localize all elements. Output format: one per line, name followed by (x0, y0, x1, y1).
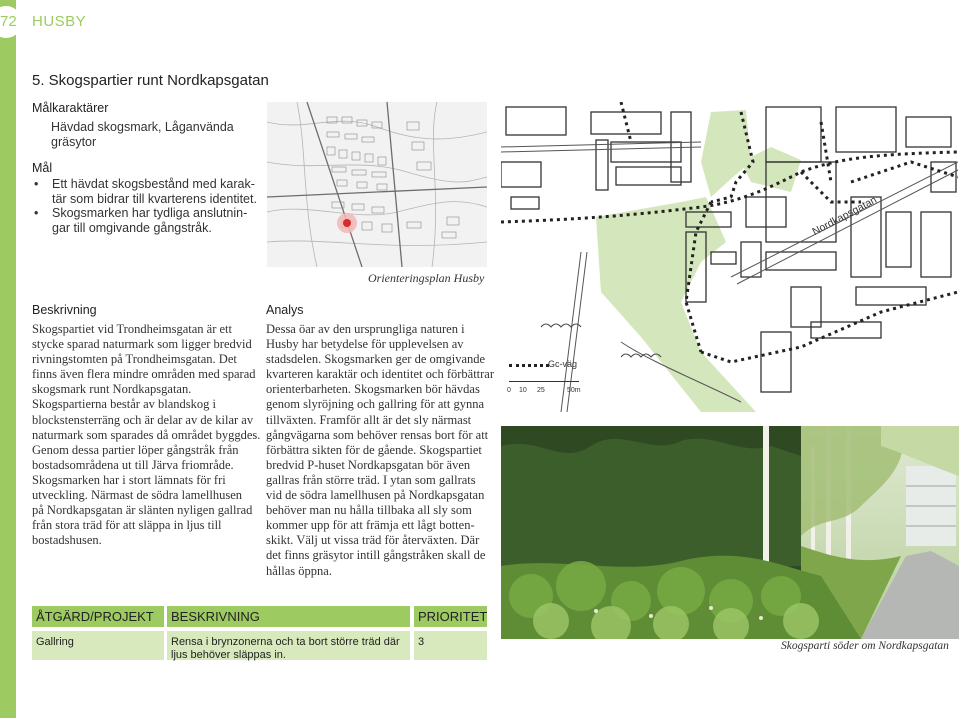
forest-photo (501, 426, 959, 639)
header-title: HUSBY (32, 13, 87, 30)
table-cell-atgard: Gallring (32, 631, 164, 660)
gc-vag-legend-line (509, 364, 549, 368)
analys-line: kommer upp för att främja ett lågt botten- (266, 518, 475, 533)
mal-item-2-line-2: gar till omgivande gångstråk. (52, 220, 212, 235)
analys-line: gallras från större träd. I ytan som gallrats (266, 472, 476, 487)
page-number: 72 (0, 13, 17, 30)
section-title: 5. Skogspartier runt Nordkapsgatan (32, 72, 269, 89)
table-cell-beskrivning: Rensa i brynzonerna och ta bort större träd där ljus behöver släppas in. (167, 631, 410, 660)
beskrivning-line: rivningstomten på Trondheimsgatan. Det (32, 352, 237, 367)
beskrivning-line: blockstensterräng och är delar av de kilar av (32, 412, 254, 427)
orientation-map (267, 102, 487, 267)
beskrivning-line: på Nordkapsgatan är slänten nyligen gallrad (32, 503, 253, 518)
analys-heading: Analys (266, 303, 304, 317)
analys-line: hållas öppna. (266, 563, 332, 578)
analys-line: genom slyröjning och gallring för att gynna (266, 397, 485, 412)
street-label: Nordkapsgatan (810, 193, 879, 239)
site-map (501, 102, 958, 412)
gc-vag-legend-label: Gc-väg (548, 359, 578, 369)
table-cell-prioritet: 3 (414, 631, 487, 660)
beskrivning-line: stycke sparad naturmark som ligger bredvid (32, 337, 252, 352)
beskrivning-line: Skogspartierna består av blandskog i (32, 397, 216, 412)
mal-heading: Mål (32, 161, 53, 175)
scale-label-50m: 50m (567, 387, 581, 394)
beskrivning-heading: Beskrivning (32, 303, 97, 317)
mal-item-2-line-1: Skogsmarken har tydliga anslutnin- (52, 206, 248, 220)
beskrivning-line: bostadshusen. (32, 533, 102, 548)
beskrivning-line: Genom dessa partier löper gångstråk från (32, 442, 239, 457)
scale-label-10: 10 (519, 387, 527, 394)
beskrivning-line: skogsmark runt Nordkapsgatan. (32, 382, 192, 397)
orientation-caption: Orienteringsplan Husby (368, 271, 485, 285)
analys-line: Dessa öar av den ursprungliga naturen i (266, 322, 465, 336)
analys-line: tillväxten. Framför allt är det sly närmast (266, 412, 472, 427)
beskrivning-line: Skogspartiet vid Trondheimsgatan är ett (32, 322, 232, 336)
beskrivning-line: Skogsmarken har i stort lämnats för fri (32, 472, 226, 487)
scale-bar (509, 381, 579, 386)
table-header-atgard: ÅTGÄRD/PROJEKT (32, 606, 164, 627)
scale-label-25: 25 (537, 387, 545, 394)
malkaraktarer-line-1: Hävdad skogsmark, Låganvända (51, 120, 234, 134)
mal-item-1 (32, 177, 262, 206)
analys-line: det finns gräsytor intill gångstråken skall de (266, 548, 486, 563)
photo-caption: Skogsparti söder om Nordkapsgatan (781, 640, 949, 652)
scale-label-0: 0 (507, 387, 511, 394)
table-header-beskrivning: BESKRIVNING (167, 606, 410, 627)
mal-item-1-line-1: Ett hävdat skogsbestånd med karak- (52, 177, 255, 191)
analys-line: Husby har betydelse för upplevelsen av (266, 337, 464, 352)
mal-item-2 (32, 206, 262, 235)
beskrivning-line: finns även flera mindre områden med sparad (32, 367, 256, 382)
analys-line: gångvägarna som behöver rensas bort för att (266, 427, 489, 442)
analys-line: orienterbarheten. Skogsmarken bör hävdas (266, 382, 480, 397)
beskrivning-line: bostadsområdena ut till Järva friområde. (32, 457, 234, 472)
analys-line: vid de södra lamellhusen på Nordkapsgatan (266, 488, 485, 503)
beskrivning-body (32, 322, 262, 548)
analys-line: kvarteren karaktär och identitet och förbättrar (266, 367, 495, 382)
analys-line: bredvid P-huset Nordkapsgatan bör även (266, 457, 471, 472)
analys-line: stadsdelen. Skogsmarken ger de omgivande (266, 352, 486, 367)
malkaraktarer-line-2: gräsytor (51, 135, 97, 149)
analys-line: skikt. Välj ut vissa träd för återväxten. Där (266, 533, 480, 548)
side-accent-bar (0, 0, 16, 718)
beskrivning-line: från stora träd för att släppa in ljus till (32, 518, 222, 533)
malkaraktarer-heading: Målkaraktärer (32, 101, 109, 115)
analys-body (266, 322, 496, 579)
analys-line: förbättra sikten för de gående. Skogspartiet (266, 442, 482, 457)
beskrivning-line: naturmark som sparades då området byggdes. (32, 427, 261, 442)
table-header-prioritet: PRIORITET (414, 606, 487, 627)
beskrivning-line: utveckling. Närmast de södra lamellhusen (32, 488, 243, 503)
mal-list (32, 177, 262, 235)
mal-item-1-line-2: tär som bidrar till kvarterens identitet. (52, 191, 257, 206)
analys-line: behöver man nu hålla tillbaka all sly som (266, 503, 472, 518)
